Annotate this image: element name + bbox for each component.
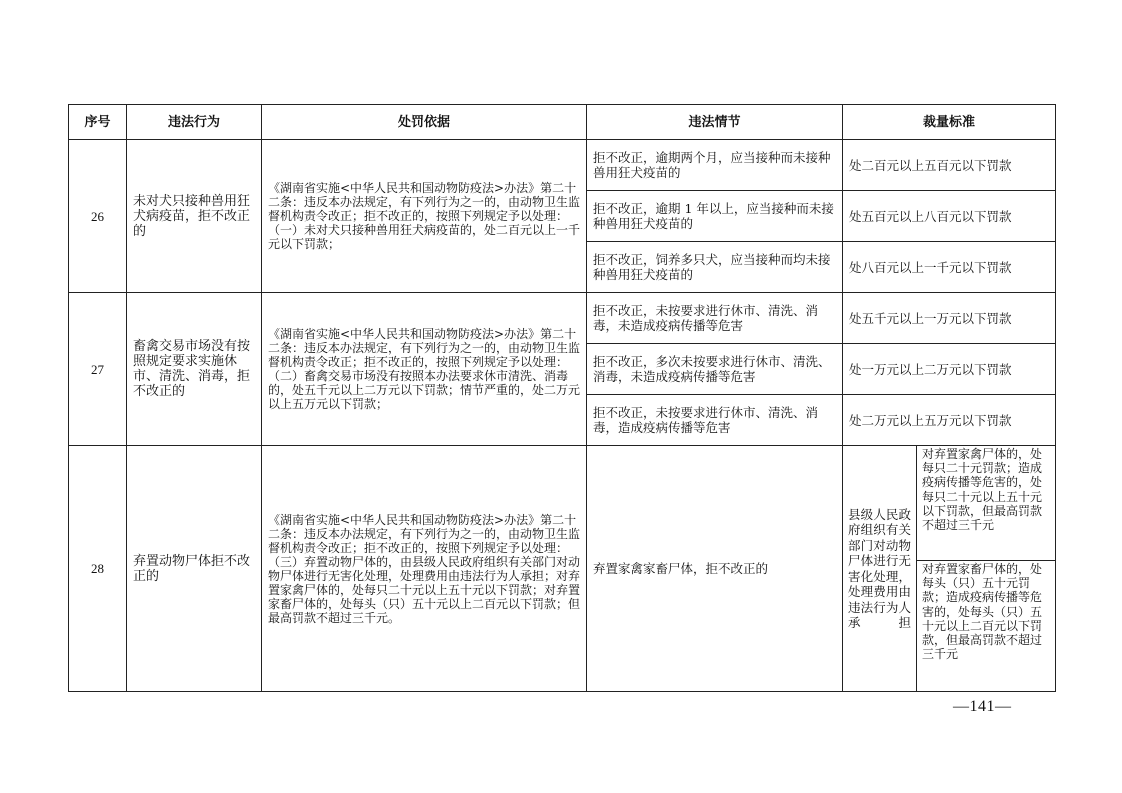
standard-cell: 处二百元以上五百元以下罚款	[843, 140, 1056, 191]
standard-cell: 处五百元以上八百元以下罚款	[843, 191, 1056, 242]
header-number: 序号	[69, 105, 127, 140]
circumstance-cell: 弃置家禽家畜尸体，拒不改正的	[587, 446, 843, 692]
standard-cell: 处二万元以上五万元以下罚款	[843, 395, 1056, 446]
penalty-table	[68, 104, 1056, 692]
sub-standard-cell: 对弃置家禽尸体的，处每只二十元罚款；造成疫病传播等危害的，处每只二十元以上五十元以下罚款，但最高罚款不超过三千元	[917, 446, 1056, 561]
basis-cell: 《湖南省实施<中华人民共和国动物防疫法>办法》第二十二条：违反本办法规定，有下列行为之一的，由动物卫生监督机构责令改正；拒不改正的，按照下列规定予以处理： （一）未对犬只接种兽用狂犬病疫苗的，处二百元以上一千元以下罚款；	[262, 140, 587, 293]
basis-cell: 《湖南省实施<中华人民共和国动物防疫法>办法》第二十二条：违反本办法规定，有下列行为之一的，由动物卫生监督机构责令改正；拒不改正的，按照下列规定予以处理： （三）弃置动物尸体的，由县级人民政府组织有关部门对动物尸体进行无害化处理，处理费用由违法行为人承担；对弃置家禽尸体的，处每只二十元以上五十元以下罚款；对弃置家畜尸体的，处每头（只）五十元以上二百元以下罚款；但最高罚款不超过三千元。	[262, 446, 587, 692]
circumstance-cell: 拒不改正，逾期 1 年以上，应当接种而未接种兽用狂犬疫苗的	[587, 191, 843, 242]
circumstance-cell: 拒不改正，逾期两个月，应当接种而未接种兽用狂犬疫苗的	[587, 140, 843, 191]
authority-cell: 县级人民政府组织有关部门对动物尸体进行无害化处理，处理费用由违法行为人承担	[843, 446, 917, 692]
circumstance-cell: 拒不改正，饲养多只犬，应当接种而均未接种兽用狂犬疫苗的	[587, 242, 843, 293]
row-number: 27	[69, 293, 127, 446]
sub-standard-cell: 对弃置家畜尸体的，处每头（只）五十元罚款；造成疫病传播等危害的，处每头（只）五十元以上二百元以下罚款，但最高罚款不超过三千元	[917, 561, 1056, 692]
table-row	[69, 446, 1056, 561]
header-standard: 裁量标准	[843, 105, 1056, 140]
standard-cell: 处八百元以上一千元以下罚款	[843, 242, 1056, 293]
standard-cell: 处一万元以上二万元以下罚款	[843, 344, 1056, 395]
violation-cell: 未对犬只接种兽用狂犬病疫苗，拒不改正的	[127, 140, 262, 293]
basis-cell: 《湖南省实施<中华人民共和国动物防疫法>办法》第二十二条：违反本办法规定，有下列行为之一的，由动物卫生监督机构责令改正；拒不改正的，按照下列规定予以处理： （二）畜禽交易市场没有按照本办法要求休市清洗、消毒的，处五千元以上二万元以下罚款；情节严重的，处二万元以上五万元以下罚款；	[262, 293, 587, 446]
row-number: 26	[69, 140, 127, 293]
standard-cell: 处五千元以上一万元以下罚款	[843, 293, 1056, 344]
table-header-row	[69, 105, 1056, 140]
circumstance-cell: 拒不改正，多次未按要求进行休市、清洗、消毒，未造成疫病传播等危害	[587, 344, 843, 395]
circumstance-cell: 拒不改正，未按要求进行休市、清洗、消毒，造成疫病传播等危害	[587, 395, 843, 446]
circumstance-cell: 拒不改正，未按要求进行休市、清洗、消毒，未造成疫病传播等危害	[587, 293, 843, 344]
violation-cell: 畜禽交易市场没有按照规定要求实施休市、清洗、消毒，拒不改正的	[127, 293, 262, 446]
table-row	[69, 140, 1056, 191]
table-row	[69, 293, 1056, 344]
row-number: 28	[69, 446, 127, 692]
header-violation: 违法行为	[127, 105, 262, 140]
header-circumstances: 违法情节	[587, 105, 843, 140]
violation-cell: 弃置动物尸体拒不改正的	[127, 446, 262, 692]
header-basis: 处罚依据	[262, 105, 587, 140]
page-number: —141—	[953, 698, 1012, 715]
